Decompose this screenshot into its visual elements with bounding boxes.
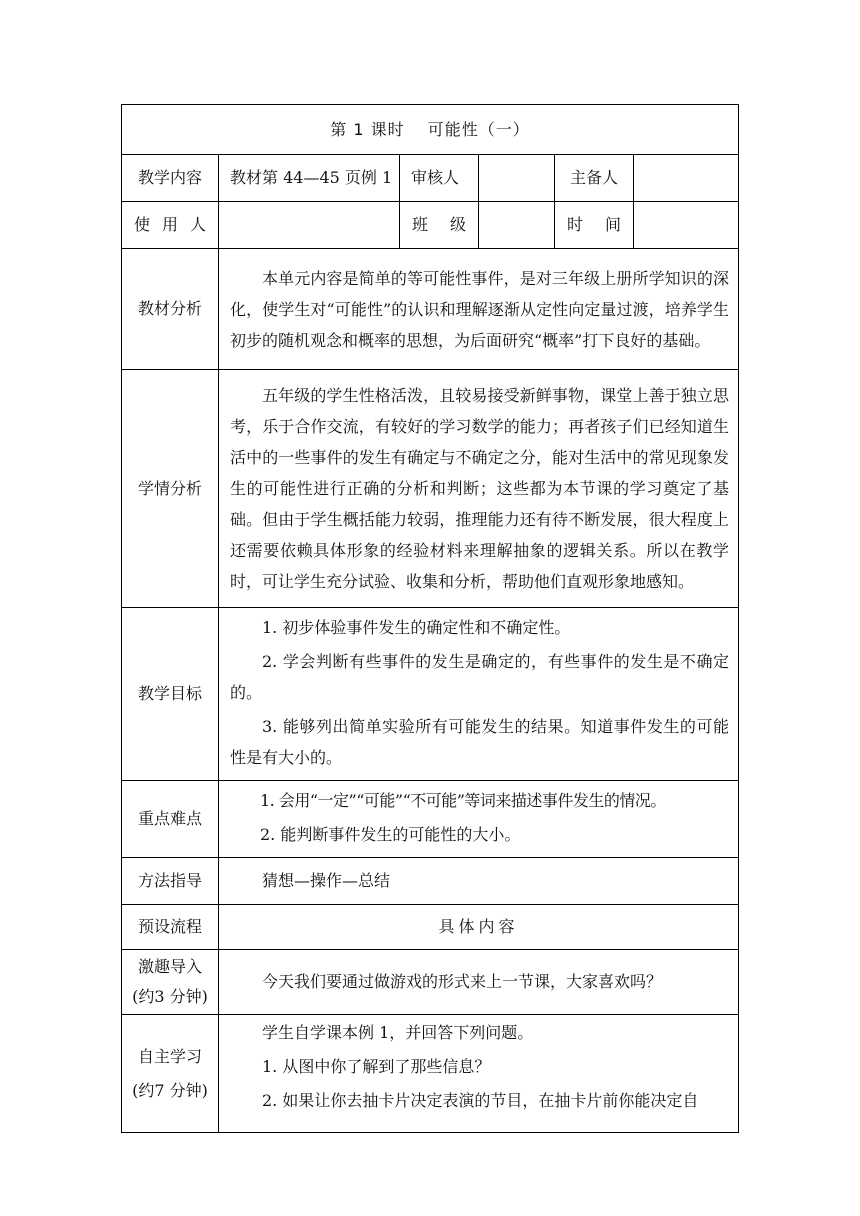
objective-item: 1. 初步体验事件发生的确定性和不确定性。 (262, 618, 571, 637)
content-value: 教材第 44—45 页例 1 (219, 155, 400, 202)
key-point-item: 1. 会用“一定”“可能”“不可能”等词来描述事件发生的情况。 (260, 791, 666, 810)
intro-label-line2: (约3 分钟) (132, 987, 208, 1006)
students-label: 学情分析 (122, 370, 219, 608)
content-row (122, 155, 739, 202)
flow-row (122, 905, 739, 950)
material-label: 教材分析 (122, 249, 219, 370)
flow-label: 预设流程 (122, 905, 219, 950)
intro-label-line1: 激趣导入 (137, 957, 202, 976)
time-label: 时间 (555, 202, 634, 249)
reviewer-value (479, 155, 555, 202)
lesson-plan-table (121, 104, 739, 1133)
self-study-row (122, 1015, 739, 1133)
material-text: 本单元内容是简单的等可能性事件，是对三年级上册所学知识的深化，使学生对“可能性”的认识和理解逐渐从定性向定量过渡，培养学生初步的随机观念和概率的思想，为后面研究“概率”打下良好的基础。 (230, 268, 730, 350)
self-study-item: 2. 如果让你去抽卡片决定表演的节目，在抽卡片前你能决定自 (262, 1091, 699, 1110)
self-study-item: 1. 从图中你了解到了那些信息？ (262, 1057, 491, 1076)
intro-label (122, 950, 219, 1015)
objective-item: 2. 学会判断有些事件的发生是确定的，有些事件的发生是不确定的。 (230, 652, 730, 702)
preparer-value (634, 155, 739, 202)
objectives-cell (219, 608, 739, 781)
objective-item: 3. 能够列出简单实验所有可能发生的结果。知道事件发生的可能性是有大小的。 (230, 717, 730, 767)
self-study-label-line1: 自主学习 (137, 1046, 202, 1066)
class-value (479, 202, 555, 249)
students-cell (219, 370, 739, 608)
objectives-row (122, 608, 739, 781)
title-row (122, 105, 739, 155)
reviewer-label: 审核人 (400, 155, 479, 202)
preparer-label: 主备人 (555, 155, 634, 202)
objectives-label: 教学目标 (122, 608, 219, 781)
method-row (122, 858, 739, 905)
intro-text: 今天我们要通过做游戏的形式来上一节课，大家喜欢吗？ (219, 950, 739, 1015)
intro-row (122, 950, 739, 1015)
key-point-item: 2. 能判断事件发生的可能性的大小。 (260, 825, 521, 844)
material-row (122, 249, 739, 370)
students-row (122, 370, 739, 608)
key-points-row (122, 781, 739, 858)
self-study-cell (219, 1015, 739, 1133)
self-study-label (122, 1015, 219, 1133)
class-label: 班级 (400, 202, 479, 249)
self-study-item: 学生自学课本例 1，并回答下列问题。 (262, 1023, 534, 1042)
content-label: 教学内容 (122, 155, 219, 202)
user-row (122, 202, 739, 249)
key-points-cell (219, 781, 739, 858)
self-study-label-line2: (约7 分钟) (132, 1080, 208, 1100)
method-label: 方法指导 (122, 858, 219, 905)
material-cell (219, 249, 739, 370)
students-text: 五年级的学生性格活泼，且较易接受新鲜事物，课堂上善于独立思考，乐于合作交流，有较好的学习数学的能力；再者孩子们已经知道生活中的一些事件的发生有确定与不确定之分，能对生活中的常见现象发生的可能性进行正确的分析和判断；这些都为本节课的学习奠定了基础。但由于学生概括能力较弱，推理能力还有待不断发展，很大程度上还需要依赖具体形象的经验材料来理解抽象的逻辑关系。所以在教学时，可让学生充分试验、收集和分析，帮助他们直观形象地感知。 (230, 386, 730, 591)
method-text: 猜想—操作—总结 (219, 858, 739, 905)
user-value (219, 202, 400, 249)
key-points-label: 重点难点 (122, 781, 219, 858)
user-label: 使用人 (122, 202, 219, 249)
flow-text: 具体内容 (219, 905, 739, 950)
time-value (634, 202, 739, 249)
lesson-title: 第 1 课时 可能性（一） (122, 105, 739, 155)
